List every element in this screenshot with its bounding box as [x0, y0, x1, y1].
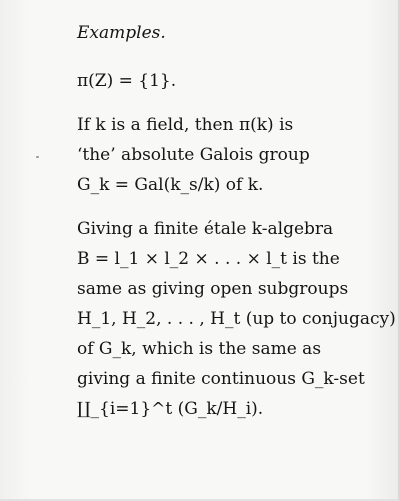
- paragraph-line: ‘the’ absolute Galois group: [77, 145, 310, 165]
- paragraph-line: Giving a finite étale k-algebra: [77, 219, 334, 239]
- paragraph-line: G_k = Gal(k_s/k) of k.: [77, 175, 264, 195]
- paragraph-etale-algebra: [77, 214, 395, 424]
- paragraph-line: same as giving open subgroups: [77, 279, 349, 299]
- paragraph-line: H_1, H_2, . . . , H_t (up to conjugacy): [77, 309, 396, 329]
- paragraph-line: giving a finite continuous G_k-set: [77, 369, 365, 389]
- text-column: [77, 18, 395, 438]
- paragraph-line: If k is a field, then π(k) is: [77, 115, 294, 135]
- paragraph-line: of G_k, which is the same as: [77, 339, 322, 359]
- paragraph-line: B = l_1 × l_2 × . . . × l_t is the: [77, 249, 340, 269]
- paragraph-line: ∐_{i=1}^t (G_k/H_i).: [77, 399, 264, 419]
- formula-pi-z: π(Z) = {1}.: [77, 71, 177, 91]
- section-heading: Examples.: [77, 23, 166, 43]
- paper-speck: [36, 156, 39, 158]
- paragraph-galois-group: [77, 110, 395, 200]
